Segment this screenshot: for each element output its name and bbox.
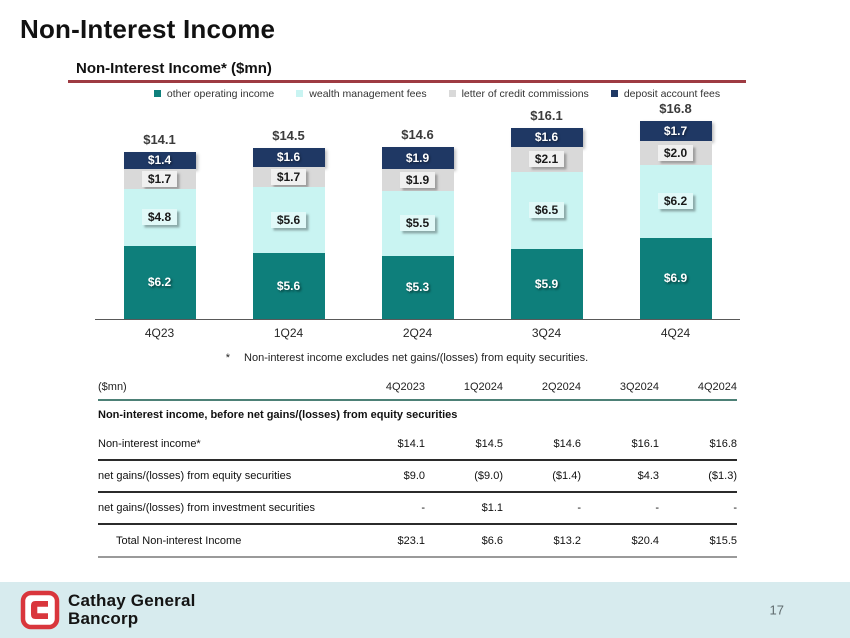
legend-swatch-icon: [611, 90, 618, 97]
bar-segment: [382, 191, 454, 256]
chart-legend: [128, 88, 746, 100]
bar-segment: [253, 253, 325, 319]
table-cell: $9.0: [403, 470, 425, 482]
bar-segment-label: $1.7: [663, 123, 688, 138]
table-column-header: 4Q2024: [697, 381, 737, 393]
plot-wrap: [95, 102, 740, 340]
bar-segment: [124, 152, 196, 169]
table-column-header: 3Q2024: [619, 381, 659, 393]
bar-segment-label: $1.4: [147, 153, 172, 167]
x-axis-tick-label: 3Q24: [531, 325, 562, 340]
table-cell: -: [655, 502, 659, 514]
table-cell: $20.4: [631, 534, 659, 547]
legend-swatch-icon: [449, 90, 456, 97]
table-unit-label: ($mn): [98, 381, 127, 393]
table-cell: ($1.3): [708, 470, 737, 482]
table-cell: -: [421, 502, 425, 514]
bar-segment-label: $1.6: [534, 130, 559, 144]
table-section-label: Non-interest income, before net gains/(losses) from equity securities: [98, 409, 458, 421]
legend-label: letter of credit commissions: [461, 87, 589, 100]
table-row-label: net gains/(losses) from investment securities: [98, 502, 316, 514]
bar-total-label: $14.5: [272, 127, 305, 143]
table-cell: $6.6: [481, 534, 503, 547]
chart-title: Non-Interest Income* ($mn): [76, 60, 272, 77]
chart-block: [68, 60, 746, 364]
table-column-header: 4Q2023: [385, 381, 425, 393]
bar-plot: [95, 102, 740, 320]
table-cell: $16.1: [631, 438, 659, 450]
legend-label: deposit account fees: [623, 87, 721, 100]
company-name-line1: Cathay General: [68, 591, 196, 611]
page-title: Non-Interest Income: [20, 14, 276, 44]
bar-segment-label: $5.9: [534, 276, 559, 291]
bar-segment: [382, 256, 454, 319]
bar-segment: [253, 187, 325, 253]
table-row-label: Total Non-interest Income: [116, 534, 242, 547]
table-cell: ($1.4): [552, 470, 581, 482]
bar-segment-label: $1.7: [142, 171, 177, 187]
bar-segment-label: $1.7: [271, 169, 306, 185]
page-number: 17: [769, 602, 784, 618]
bar-segment: [511, 172, 583, 249]
x-axis-labels: [95, 320, 740, 340]
table-row: [98, 461, 737, 493]
bar-segment: [640, 238, 712, 319]
title-rule: [68, 80, 746, 83]
bar-segment: [124, 169, 196, 189]
legend-label: wealth management fees: [309, 87, 427, 100]
bar-group: [95, 132, 224, 319]
table-cell: -: [733, 502, 737, 514]
table-section-header: [98, 401, 737, 429]
bar-segment: [511, 147, 583, 172]
bar-segment-label: $1.6: [276, 150, 301, 164]
bar-segment: [124, 246, 196, 319]
table-cell: $14.1: [397, 438, 425, 450]
bar-segment: [253, 167, 325, 187]
x-axis-tick-label: 1Q24: [273, 325, 304, 340]
bar-segment-label: $5.3: [405, 280, 430, 294]
table-cell: ($9.0): [474, 470, 503, 482]
bar-group: [224, 128, 353, 319]
table-row-label: net gains/(losses) from equity securities: [98, 470, 292, 482]
bar-segment-label: $6.2: [147, 275, 172, 289]
legend-swatch-icon: [154, 90, 161, 97]
bar-segment-label: $1.9: [405, 150, 430, 165]
bar-total-label: $14.6: [401, 126, 434, 142]
company-name: [68, 592, 196, 628]
bar-segment-label: $2.0: [658, 145, 693, 161]
bar-segment: [382, 147, 454, 169]
bar-segment: [640, 141, 712, 165]
bar-segment: [640, 165, 712, 238]
bar-group: [611, 101, 740, 319]
bar-segment-label: $6.2: [658, 193, 693, 209]
legend-item: [296, 88, 426, 100]
bar-segment-label: $6.5: [529, 202, 564, 218]
bar-group: [353, 127, 482, 319]
financial-table: [98, 375, 737, 558]
table-row: [98, 429, 737, 461]
bar-segment-label: $1.9: [400, 172, 435, 188]
bar-total-label: $16.8: [659, 100, 692, 116]
chart-footnote: [68, 352, 746, 364]
table-cell: $4.3: [637, 470, 659, 482]
bar-total-label: $14.1: [143, 131, 176, 147]
bar-segment-label: $4.8: [142, 209, 177, 225]
table-cell: $16.8: [709, 438, 737, 450]
table-cell: $14.5: [475, 438, 503, 450]
footnote-text: Non-interest income excludes net gains/(losses) from equity securities.: [244, 351, 589, 364]
bar-segment: [253, 148, 325, 167]
table-row: [98, 493, 737, 525]
cathay-logo-icon: [20, 590, 60, 630]
bar-segment-label: $5.5: [400, 215, 435, 231]
table-cell: -: [577, 502, 581, 514]
legend-label: other operating income: [166, 87, 275, 100]
table-cell: $14.6: [553, 438, 581, 450]
x-axis-tick-label: 4Q23: [144, 325, 175, 340]
legend-item: [611, 88, 720, 100]
bar-total-label: $16.1: [530, 107, 563, 123]
bar-segment: [640, 121, 712, 141]
table-cell: $15.5: [709, 534, 737, 547]
legend-swatch-icon: [296, 90, 303, 97]
legend-item: [449, 88, 589, 100]
bar-segment-label: $5.6: [271, 212, 306, 228]
table-header-row: [98, 375, 737, 401]
legend-item: [154, 88, 274, 100]
table-column-header: 2Q2024: [541, 381, 581, 393]
bar-segment: [382, 169, 454, 191]
table-row-label: Non-interest income*: [98, 438, 201, 450]
table-cell: $23.1: [397, 534, 425, 547]
table-column-header: 1Q2024: [463, 381, 503, 393]
bar-segment: [124, 189, 196, 246]
bar-group: [482, 108, 611, 319]
bar-segment-label: $2.1: [529, 151, 564, 167]
x-axis-tick-label: 4Q24: [660, 325, 691, 340]
table-cell: $1.1: [481, 502, 503, 514]
bar-segment: [511, 249, 583, 319]
table-row: [98, 525, 737, 558]
bar-segment: [511, 128, 583, 147]
table-cell: $13.2: [553, 534, 581, 547]
footnote-star: *: [225, 351, 231, 364]
company-name-line2: Bancorp: [68, 609, 139, 628]
footer-bar: [0, 582, 850, 638]
bar-segment-label: $6.9: [663, 271, 688, 285]
x-axis-tick-label: 2Q24: [402, 325, 433, 340]
bar-segment-label: $5.6: [276, 278, 301, 293]
